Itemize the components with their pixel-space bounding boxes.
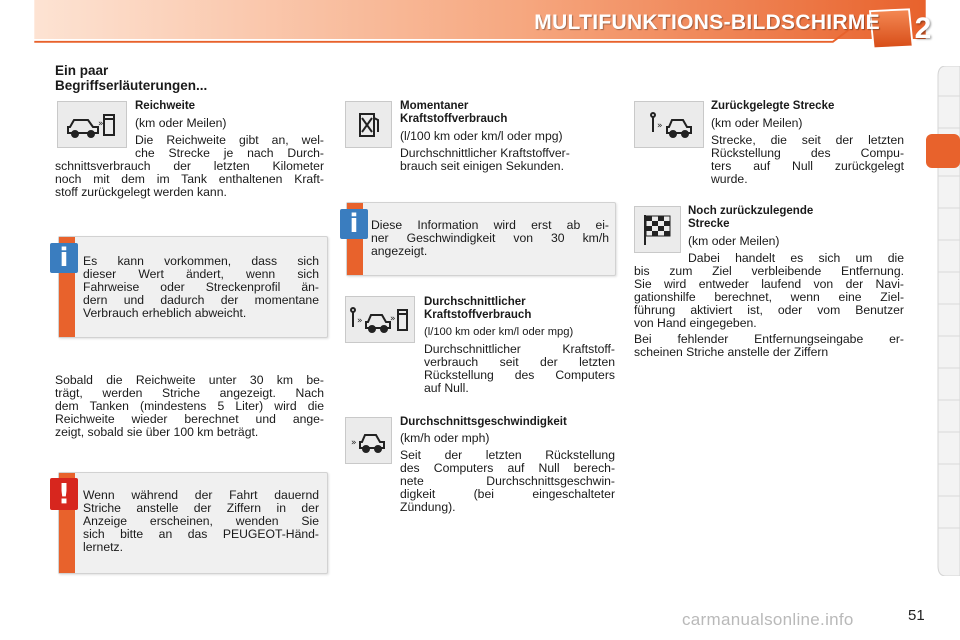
svg-text:»: »	[357, 316, 363, 326]
remaining-distance-title: Noch zurückzulegende Strecke	[688, 205, 814, 230]
trip-distance-icon	[635, 102, 703, 147]
trip-distance-text: Strecke, die seit der letzten Rückstellung des Compu- ters auf Null zurückgelegt wurde.	[711, 133, 904, 186]
warning-note	[58, 472, 328, 574]
chapter-side-tabs[interactable]	[926, 66, 960, 576]
info-note-text: Es kann vorkommen, dass sich dieser Wert ändert, wenn sich Fahrweise oder Streckenprofil än- dern und dadurch der momentane Verbrauch erheblich abweicht.	[83, 254, 319, 320]
range-description-line: stoff zurückgelegt werden kann.	[55, 185, 227, 199]
instant-consumption-title: Momentaner Kraftstoffverbrauch	[400, 100, 508, 125]
range-description-line: Die Reichweite gibt an, wel-	[135, 133, 324, 147]
page-number: 51	[908, 607, 925, 624]
chapter-number: 2	[914, 12, 932, 45]
page-header-title: MULTIFUNKTIONS-BILDSCHIRME	[534, 11, 880, 34]
range-car-pump-icon	[58, 102, 126, 147]
info-note-speed	[346, 202, 616, 276]
active-chapter-tab	[926, 134, 960, 168]
range-extra-text: Sobald die Reichweite unter 30 km be- trägt, werden Striche angezeigt. Nach dem Tanken (mindestens 5 Liter) wird die Reichweite wieder berechnet und ange- zeigt, sobald sie über 100 km beträgt.	[55, 373, 324, 439]
remaining-distance-unit: (km oder Meilen)	[688, 234, 780, 248]
instant-consumption-text: Durchschnittlicher Kraftstoffver- brauch seit einigen Sekunden.	[400, 146, 570, 173]
range-description-line: schnittsverbrauch der letzten Kilometer	[55, 159, 324, 173]
watermark: carmanualsonline.info	[682, 610, 854, 629]
remaining-distance-extra: Bei fehlender Entfernungseingabe er- scheinen Striche anstelle der Ziffern	[634, 332, 904, 359]
instant-consumption-icon-box	[345, 101, 392, 148]
svg-text:»: »	[98, 119, 104, 129]
info-icon: i	[340, 209, 368, 239]
remaining-distance-line: Dabei handelt es sich um die	[688, 251, 904, 265]
instant-consumption-unit: (l/100 km oder km/l oder mpg)	[400, 129, 563, 143]
avg-speed-unit: (km/h oder mph)	[400, 431, 490, 445]
avg-consumption-icon-box	[345, 296, 415, 343]
checkered-flag-icon	[635, 207, 680, 252]
range-description-line: che Strecke je nach Durch-	[135, 146, 324, 160]
avg-consumption-icon	[346, 297, 414, 342]
warning-note-text: Wenn während der Fahrt dauernd Striche anstelle der Ziffern in der Anzeige erscheinen, wenden Sie sich bitte an das PEUGEOT-Händ- lernetz.	[83, 488, 319, 554]
range-title: Reichweite	[135, 100, 196, 112]
range-unit: (km oder Meilen)	[135, 116, 227, 130]
avg-speed-text: Seit der letzten Rückstellung des Computers auf Null berech- nete Durchschnittsgeschwin- digkeit (bei eingeschalteter Zündung).	[400, 448, 615, 514]
trip-distance-title: Zurückgelegte Strecke	[711, 100, 835, 112]
trip-distance-icon-box	[634, 101, 704, 148]
remaining-distance-icon-box	[634, 206, 681, 253]
info-note-range	[58, 236, 328, 338]
section-title: Ein paar Begriffserläuterungen...	[55, 63, 208, 93]
avg-consumption-title: Durchschnittlicher Kraftstoffverbrauch	[424, 296, 532, 321]
avg-speed-icon-box	[345, 417, 392, 464]
warning-icon: !	[50, 478, 78, 510]
avg-consumption-text: Durchschnittlicher Kraftstoff- verbrauch seit der letzten Rückstellung des Computers auf Null.	[424, 342, 615, 395]
svg-text:»: »	[390, 314, 396, 324]
avg-speed-title: Durchschnittsgeschwindigkeit	[400, 416, 567, 428]
range-icon-box	[57, 101, 127, 148]
fuel-pump-icon	[346, 102, 391, 147]
avg-speed-car-icon	[346, 418, 391, 463]
remaining-distance-text: bis zum Ziel verbleibende Entfernung. Sie wird entweder laufend von der Navi- gationshilfe berechnet, wenn eine Ziel- führung aktiviert ist, oder vom Benutzer von Hand eingegeben.	[634, 264, 904, 330]
avg-consumption-unit: (l/100 km oder km/l oder mpg)	[424, 326, 574, 338]
svg-text:»: »	[657, 121, 663, 131]
info-icon: i	[50, 243, 78, 273]
trip-distance-unit: (km oder Meilen)	[711, 116, 803, 130]
svg-text:»: »	[351, 438, 357, 448]
info-note-text: Diese Information wird erst ab ei- ner Geschwindigkeit von 30 km/h angezeigt.	[371, 218, 609, 258]
range-description-line: noch mit dem im Tank enthaltenen Kraft-	[55, 172, 324, 186]
